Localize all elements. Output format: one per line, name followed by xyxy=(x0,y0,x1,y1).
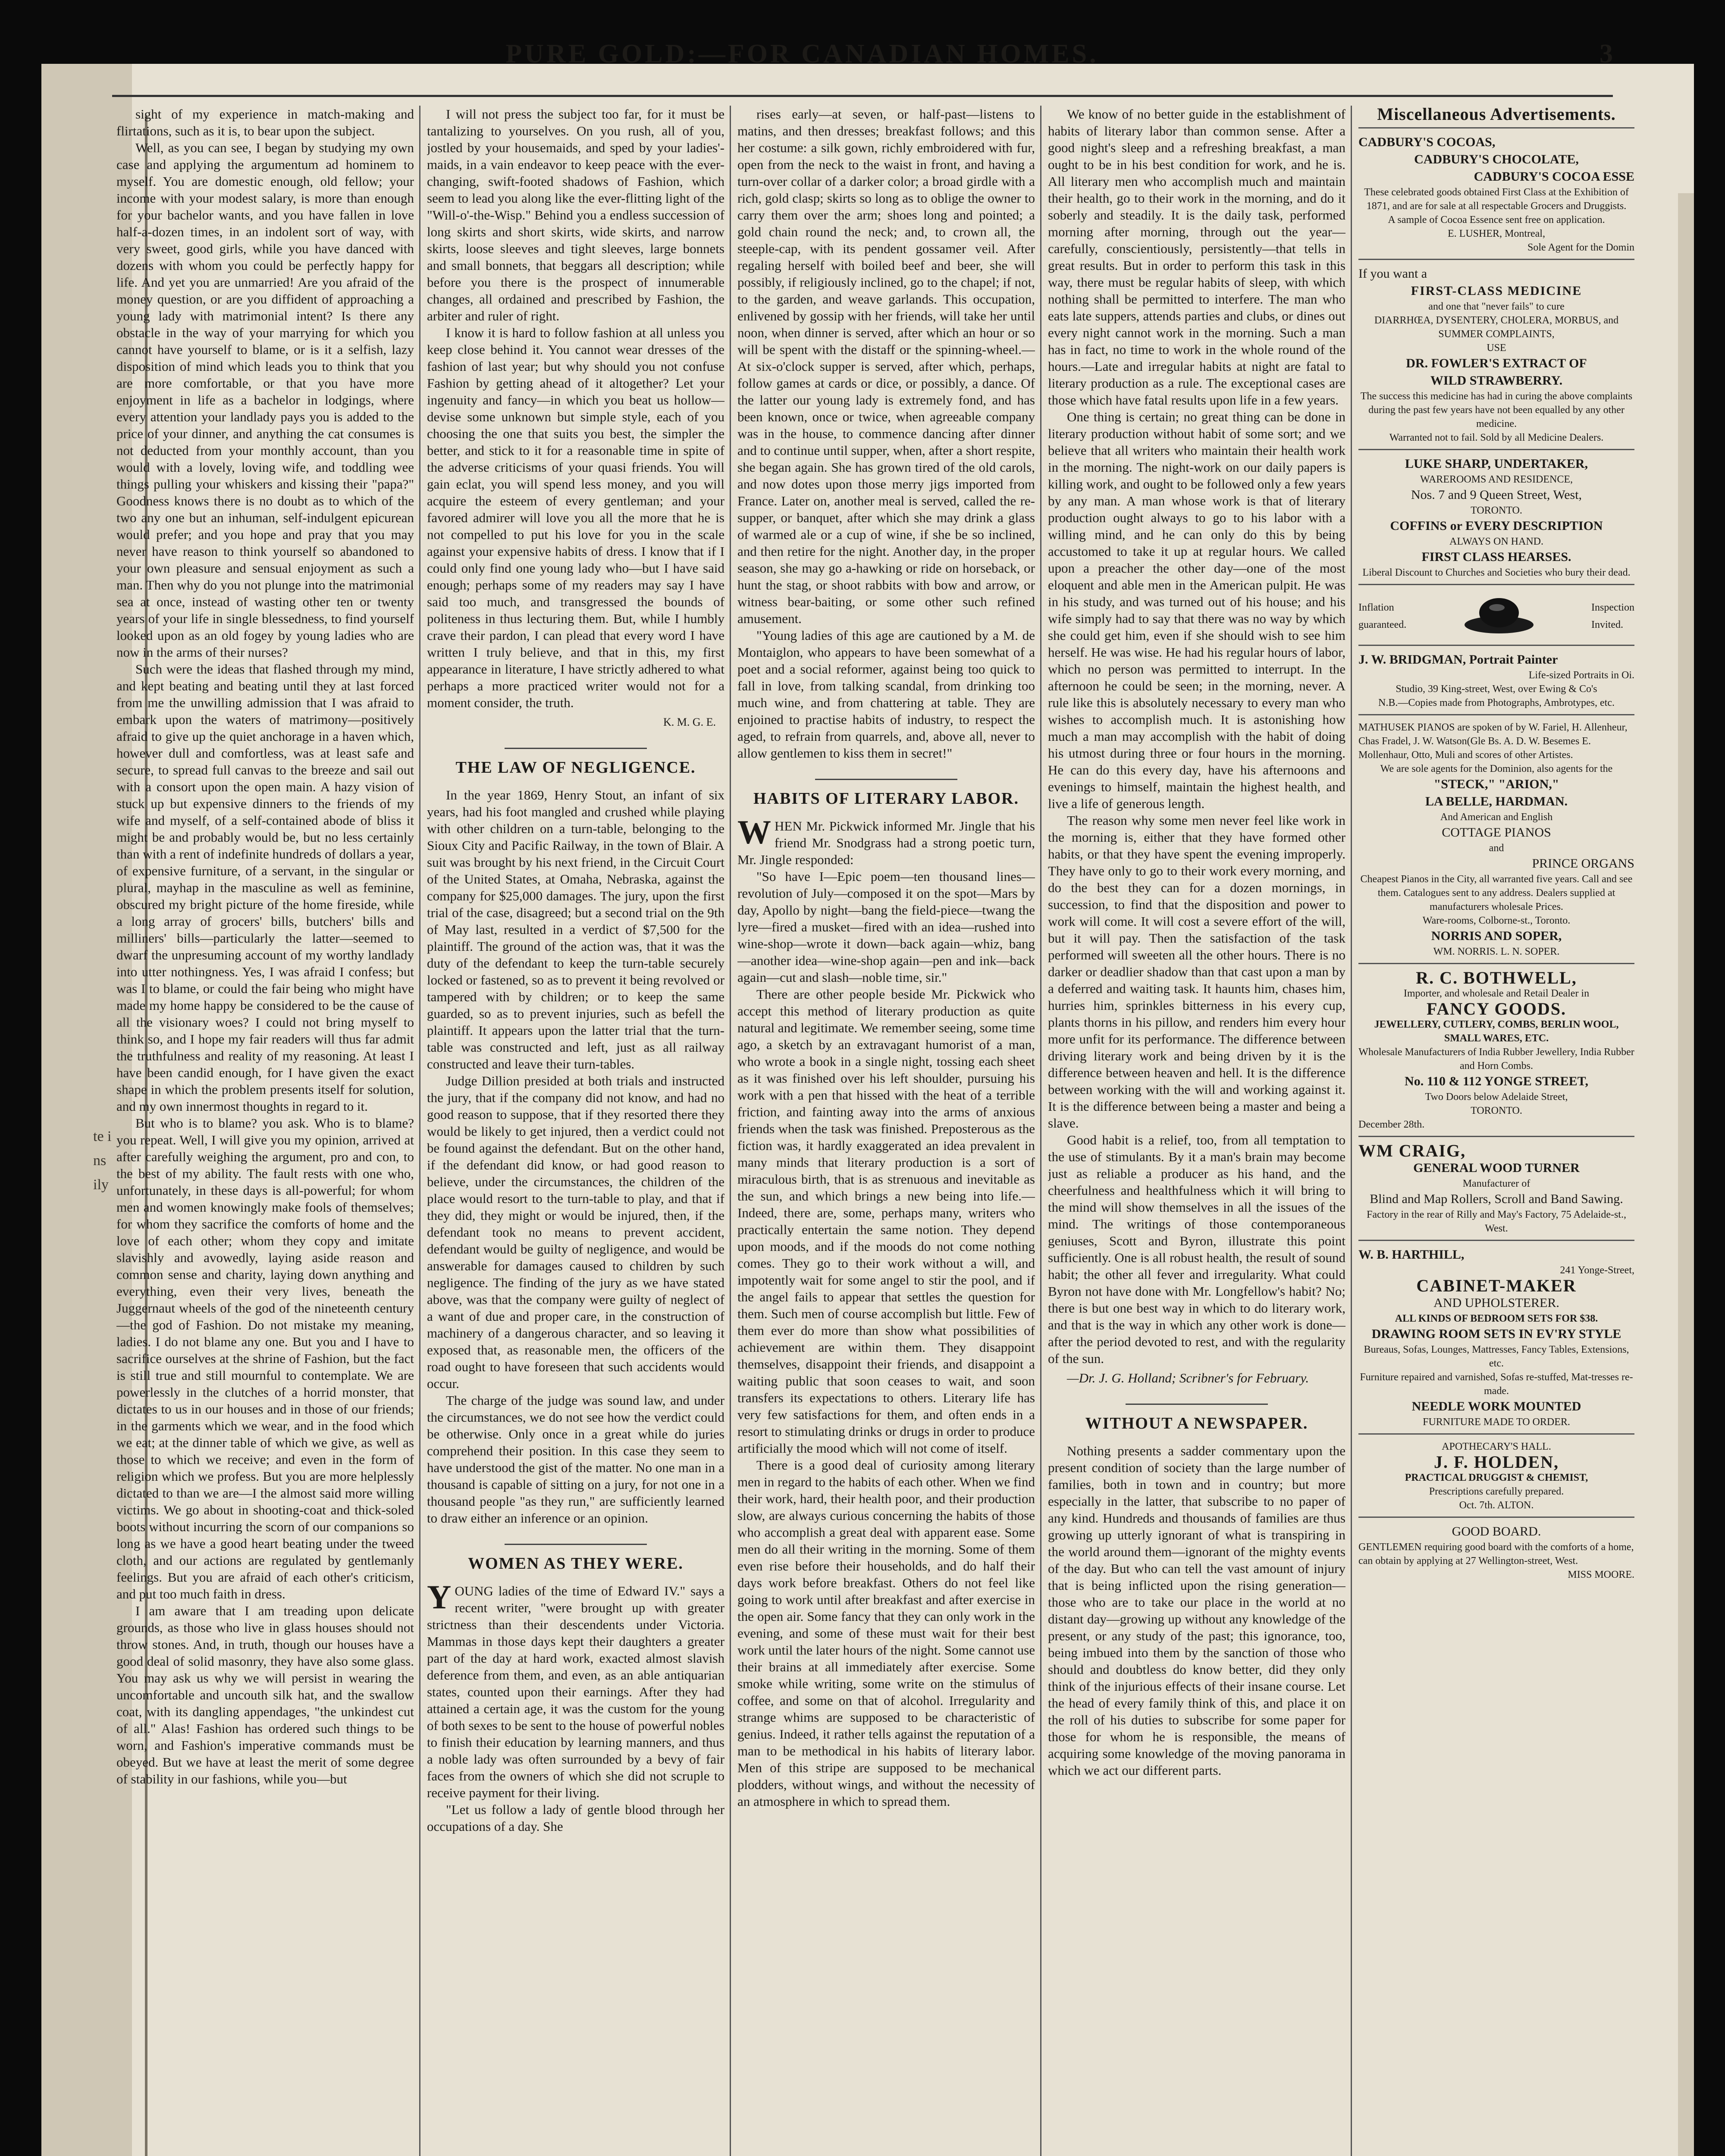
ad-good-board xyxy=(1358,1517,1634,1586)
drop-cap: Y xyxy=(427,1578,452,1616)
ad-line: R. C. BOTHWELL, xyxy=(1416,968,1577,987)
ad-line: Ware-rooms, Colborne-st., Toronto. xyxy=(1422,915,1571,926)
paragraph: The reason why some men never feel like work in the morning is, either that they have formed other habits, or that they have spent the evening improperly. They have only to go to their work every morning, and do the best they can for a dozen mornings, in succession, to find that the disposition and power to work will come. It will cost a severe effort of the will, but it will pay. Then the satisfaction of the task performed will sweeten all the other hours. There is no darker or deadlier shadow than that cast upon a man by a deferred and waiting task. It haunts him, chases him, hurries him, sprinkles bitterness in his every cup, plants thorns in his pillow, and renders him every hour more unfit for its performance. The difference between driving literary work and being driven by it is the difference between heaven and hell. It is the difference between working with the will and working against it. It is the difference between being a master and being a slave. xyxy=(1048,813,1346,1131)
ad-line: FIRST CLASS HEARSES. xyxy=(1421,550,1571,564)
ads-heading: Miscellaneous Advertisements. xyxy=(1377,106,1616,124)
ad-harthill xyxy=(1358,1240,1634,1433)
ad-line: And American and English xyxy=(1440,812,1553,823)
ad-line: COFFINS or EVERY DESCRIPTION xyxy=(1390,519,1603,533)
column-4 xyxy=(1048,106,1346,2156)
ad-line: If you want a xyxy=(1358,266,1427,281)
paragraph: rises early—at seven, or half-past—listens to matins, and then dresses; breakfast follows; and this her costume: a silk gown, richly embroidered with fur, open from the neck to the waist in front, and having a turn-over collar of a darker color; a broad girdle with a rich, gold clasp; skirts so long as to oblige the owner to carry them over the arm; shoes long and pointed; a gold chain round the neck; and, to crown all, the steeple-cap, with its pendent gossamer veil. After regaling herself with boiled beef and beer, she will possibly, if religiously inclined, go to the chapel; if not, to the garden, and weave garlands. This occupation, enlivened by gossip with her friends, will take her until noon, when dinner is served, after which an hour or so will be spent with the distaff or the spinning-wheel.—At six-o'clock supper is served, after which, perhaps, follow games at cards or dice, or possibly, a dance. Of the latter our young lady is extremely fond, and has been known, once or twice, when agreeable company was in the house, to commence dancing after dinner and to continue until supper, when, after a short respite, she began again. She has grown tired of the old carols, and now dotes upon those merry jigs imported from France. Later on, another meal is served, called the re-supper, or banquet, after which she may drink a glass of warmed ale or a cup of wine, if she be so inclined, and then retire for the night. Another day, in the proper season, she may go a-hawking or ride on horseback, or hunt the stag, or shoot rabbits with bow and arrow, or witness bear-baiting, or some other such refined amusement. xyxy=(737,107,1035,626)
paragraph: Good habit is a relief, too, from all temptation to the use of stimulants. By it a man's brain may become just as reliable a producer as his hand, and the cheerfulness and healthfulness which it will bring to the mind will show themselves in all the issues of the mind. The writings of those contemporaneous geniuses, Scott and Byron, illustrate this point sufficiently. One is all robust health, the result of sound habit; the other all fever and irregularity. What could Byron not have done with Mr. Longfellow's habit? No; there is but one best way in which to do literary work, and that is the way in which any other work is done—after the period devoted to rest, and with the regularity of the sun. xyxy=(1048,1132,1346,1366)
ad-line: WAREROOMS AND RESIDENCE, xyxy=(1420,474,1573,485)
ad-line: NEEDLE WORK MOUNTED xyxy=(1411,1399,1581,1413)
ad-line: FIRST-CLASS MEDICINE xyxy=(1411,284,1582,298)
ad-line: Inspection xyxy=(1591,602,1634,613)
ad-line: No. 110 & 112 YONGE STREET, xyxy=(1405,1074,1588,1088)
paragraph: One thing is certain; no great thing can be done in literary production without habit of some sort; and we believe that all writers who maintain their health work in the morning. The night-work on our daily papers is killing work, and ought to be followed only a few years by any man. A man whose work is that of literary production ought always to go to his labor with a willing mind, and he can only do this by being accustomed to take it up at regular hours. We called upon a preacher the other day—one of the most eloquent and able men in the American pulpit. He was in his study, and was turned out of his house; and his wife simply had to say that there was no way by which she could get him, even if she should wish to see him herself. He was wise. He had his regular hours of labor, which no person was permitted to interrupt. In the afternoon he could be seen; in the morning, never. A rule like this is absolutely necessary to every man who wishes to accomplish much. It is astonishing how much a man may accomplish with the habit of doing his utmost during three or four hours in the morning. He can do this every day, have his afternoons and evenings to himself, maintain the highest health, and live a life of generous length. xyxy=(1048,409,1346,811)
torn-edge xyxy=(1678,193,1694,2156)
ad-line: JEWELLERY, CUTLERY, COMBS, BERLIN WOOL, SMALL WARES, ETC. xyxy=(1374,1019,1619,1044)
ad-line: MATHUSEK PIANOS are spoken of by W. Fariel, H. Allenheur, Chas Fradel, J. W. Watson(Gle Bs. A. D. W. Besemes E. Mollenhaur, Otto, Muli and scores of other Artistes. xyxy=(1358,722,1628,761)
ad-line: Blind and Map Rollers, Scroll and Band Sawing. xyxy=(1370,1192,1623,1206)
ad-line: DR. FOWLER'S EXTRACT OF xyxy=(1406,356,1587,370)
column-rule xyxy=(1351,106,1352,2156)
ad-line: AND UPHOLSTERER. xyxy=(1433,1296,1559,1310)
ad-luke-sharp xyxy=(1358,449,1634,584)
paragraph: "Young ladies of this age are cautioned by a M. de Montaiglon, who appears to have been somewhat of a poet and a social reformer, against being too quick to fall in love, from talking scandal, from drinking too much wine, and from chattering at table. They are enjoined to practise habits of industry, to respect the aged, to refrain from quarrels, and, above all, never to allow gentlemen to kiss them in secret!" xyxy=(737,628,1035,761)
page-header xyxy=(112,26,1613,91)
ad-line: TORONTO. xyxy=(1471,505,1522,516)
paragraph xyxy=(737,813,1035,868)
column-3 xyxy=(737,106,1035,2156)
paragraph: But who is to blame? you ask. Who is to blame? you repeat. Well, I will give you my opinion, arrived at after carefully weighing the argument, pro and con, to the best of my ability. The fault rests with one who, unfortunately, in these days is all-powerful; for whom men and women knowingly make fools of themselves; for whom they sacrifice the comforts of home and the love of each other; whom they copy and imitate slavishly and avowedly, laying aside reason and common sense and charity, laying down anything and everything, even their very lives, beneath the Juggernaut wheels of the god of the nineteenth century—the god of Fashion. Do not mistake my meaning, ladies. I do not blame any one. But you and I have to sacrifice ourselves at the shrine of Fashion, but the fact is still true and still mournful to contemplate. We are powerlessly in the clutches of a horrid monster, that dictates to us in our houses and in those of our friends; in the garments which we wear, and in the food which we eat; at the dinner table of which we give, as well as those to which we receive; and even in the form of religion which we profess. But you are more helplessly dictated to than we are—I the almost said more willing victims. We go about in shooting-coat and thick-soled boots without incurring the scorn of our companions so long as we have a good heart beating under the tweed cloth, and our actions are regulated by gentlemanly feelings. But you are afraid of each other's criticism, and put too much faith in dress. xyxy=(116,1116,414,1601)
strip-fragment: te i ns ily xyxy=(93,1128,112,1193)
ad-line: DIARRHŒA, DYSENTERY, CHOLERA, MORBUS, and SUMMER COMPLAINTS, xyxy=(1374,315,1619,340)
column-rule xyxy=(419,106,420,2156)
ad-bothwell xyxy=(1358,963,1634,1136)
author-signature: K. M. G. E. xyxy=(663,716,716,728)
ad-line: The success this medicine has had in curing the above complaints during the past few years have not been equalled by any other medicine. xyxy=(1360,391,1633,429)
ad-line: Warranted not to fail. Sold by all Medicine Dealers. xyxy=(1389,432,1604,443)
ad-line: WM. NORRIS. L. N. SOPER. xyxy=(1433,946,1560,957)
ad-bridgman xyxy=(1358,645,1634,714)
ad-line: J. W. BRIDGMAN, Portrait Painter xyxy=(1358,652,1558,667)
paragraph: "So have I—Epic poem—ten thousand lines—revolution of July—composed it on the spot—Mars by day, Apollo by night—bang the field-piece—twang the lyre—fired a musket—fired with an idea—rushed into wine-shop—wrote it down—back again—whiz, bang—another idea—wine-shop again—pen and ink—back again—cut and slash—noble time, sir." xyxy=(737,869,1035,985)
hat-icon xyxy=(1462,594,1536,637)
divider xyxy=(505,748,647,749)
ad-line: Cheapest Pianos in the City, all warranted five years. Call and see them. Catalogues sent to any address. Dealers supplied at manufacturers wholesale Prices. xyxy=(1360,874,1633,912)
paragraph: We know of no better guide in the establishment of habits of literary labor than common sense. After a good night's sleep and a refreshing breakfast, a man ought to be in his best condition for work, and he is. All literary men who accomplish much and maintain their health, go to their work in the morning, and do it soberly and steadily. It is the daily task, performed morning after morning, through out the year—carefully, conscientiously, persistently—that tells in great results. But in order to perform this task in this way, there must be regular habits of sleep, with which nothing shall be permitted to interfere. The man who eats late suppers, attends parties and clubs, or dines out every night cannot work in the morning. Such a man has in fact, no time to work in the whole round of the hours.—Late and irregular habits at night are fatal to literary production as a rule. The exceptional cases are those which have fatal results upon life in a few years. xyxy=(1048,107,1346,407)
ad-hat xyxy=(1358,584,1634,645)
ad-line: CADBURY'S CHOCOLATE, xyxy=(1414,152,1579,166)
ad-line: We are sole agents for the Dominion, also agents for the xyxy=(1380,763,1613,774)
paragraph: Well, as you can see, I began by studying my own case and applying the argumentum ad hominem to myself. You are domestic enough, old fellow; your income with your modest salary, is more than enough for your bachelor wants, and you have fallen in love half-a-dozen times, in an indolent sort of way, with very sweet, good girls, while you have danced with dozens with whom you could be perfectly happy for life. And yet you are unmarried! Are you afraid of the money question, or are you diffident of approaching a young lady with matrimonial intent? Is there any obstacle in the way of your marrying for which you cannot have yourself to blame, or is it a selfish, lazy disposition of mind which leads you to think that you are more comfortable, or that you have more enjoyment in life as a bachelor in lodgings, where every attention your landlady pays you is added to the price of your dinner, and anything the cat consumes is not deducted from your monthly account, than you would with a lovely, loving wife, and toddling wee things pulling your whiskers and kissing their "papa?" Goodness knows there is no doubt as to which of the two any one but an inhuman, self-indulgent epicurean would prefer; and you hope and pray that you may never have reason to think yourself so abandoned to your own pleasure and sensual enjoyment as such a man. Then why do you not plunge into the matrimonial sea at once, instead of wasting other ten or twenty years of your life in single blessedness, to find yourself looked upon as an old fogey by young ladies who are now in the arms of their nurses? xyxy=(116,140,414,660)
ad-line: WILD STRAWBERRY. xyxy=(1430,373,1563,388)
header-rule xyxy=(112,95,1613,97)
heading-women-as-they-were: WOMEN AS THEY WERE. xyxy=(468,1554,684,1573)
ad-line: December 28th. xyxy=(1358,1119,1425,1130)
divider xyxy=(1126,1404,1268,1405)
page-number: 3 xyxy=(1600,39,1613,69)
hat-row xyxy=(1358,594,1634,637)
ad-line: Factory in the rear of Rilly and May's Factory, 75 Adelaide-st., West. xyxy=(1367,1209,1626,1234)
paragraph-text: OUNG ladies of the time of Edward IV." says a recent writer, "were brought up with greater strictness than their descendents under Victoria. Mammas in those days kept their daughters a greater part of the day at hard work, exacted almost slavish deference from them, and even, as an able antiquarian states, counted upon their earnings. After they had attained a certain age, it was the custom for the young of both sexes to be sent to the house of powerful nobles to finish their education by learning manners, and thus a noble lady was often surrounded by a bevy of fair faces from the owners of which she did not scruple to receive payment for their living. xyxy=(427,1583,724,1800)
ad-line: CABINET-MAKER xyxy=(1416,1276,1577,1295)
ad-pianos xyxy=(1358,714,1634,963)
hat-caption-right xyxy=(1591,598,1634,633)
advertisements-column xyxy=(1358,106,1634,2156)
paragraph: Nothing presents a sadder commentary upon the present condition of society than the large number of families, both in town and in country; but more especially in the latter, that subscribe to no paper of any kind. Hundreds and thousands of families are thus growing up utterly ignorant of what is transpiring in the world around them—ignorant of the mighty events of the day. But who can tell the vast amount of injury that is being inflicted upon the rising generation—those who are to take our place in the world at no distant day—growing up without any knowledge of the present, or any study of the past; this ignorance, too, being imbued into them by the sanction of those who should and doubtless do know better, did they only think of the injurious effects of their insane course. Let the head of every family think of this, and place it on the roll of his duties to subscribe for some paper for those for whom he is responsible, the means of acquiring some knowledge of the moving panorama in which we act our different parts. xyxy=(1048,1443,1346,1778)
heading-law-of-negligence: THE LAW OF NEGLIGENCE. xyxy=(455,758,696,777)
ad-line: Manufacturer of xyxy=(1462,1178,1531,1189)
paragraph: In the year 1869, Henry Stout, an infant of six years, had his foot mangled and crushed while playing with other children on a turn-table, belonging to the Sioux City and Pacific Railway, in the town of Blair. A suit was brought by his next friend, in the Circuit Court of the United States, at Omaha, Nebraska, against the company for $25,000 damages. The jury, upon the first trial of the case, disagreed; but a second trial on the 9th of May last, resulted in a verdict of $7,500 for the plaintiff. The ground of the action was, that it was the duty of the defendant to keep the turn-table securely locked or fastened, so as to prevent it being revolved or tampered with by children; or to keep the same guarded, so as to prevent injuries, such as befell the plaintiff. It appears upon the latter trial that the turn-table was constructed and left, just as all railway constructed and leave their turn-tables. xyxy=(427,787,724,1072)
heading-without-a-newspaper: WITHOUT A NEWSPAPER. xyxy=(1085,1414,1308,1432)
ad-craig xyxy=(1358,1136,1634,1240)
paragraph: There are other people beside Mr. Pickwick who accept this method of literary production as quite natural and legitimate. We remember seeing, some time ago, a sketch by an extravagant humorist of a man, who wrote a book in a single night, tossing each sheet as it was finished over his left shoulder, pursuing his work with a pen that hissed with the heat of a terrible friction, and fainting away into the arms of anxious friends when the task was finished. Preposterous as the fiction was, it hardly exaggerated an idea prevalent in many minds that literary production is a sort of miraculous birth, that is as strenuous and inevitable as the sun, and which brings a new being into life.—Indeed, there are, some, perhaps many, writers who practically entertain the same notion. They depend upon moods, and if the moods do not come nothing comes. They go to their work without a will, and impotently wait for some angel to stir the pool, and if the angel fails to appear that settles the question for them. Such men of course accomplish but little. Few of them ever do more than show what possibilities of achievement are within them. They disappoint themselves, disappoint their friends, and disappoint a waiting public that soon ceases to wait, and soon transfers its expectations to others. Literary life has very few satisfactions for them, and often ends in a resort to stimulating drinks or drugs in order to produce artificially the mood which will not come of itself. xyxy=(737,987,1035,1456)
ad-line: and xyxy=(1489,843,1504,854)
ad-line: GENERAL WOOD TURNER xyxy=(1413,1161,1580,1175)
paragraph: There is a good deal of curiosity among literary men in regard to the habits of each other. When we find their work, hard, their health poor, and their production slow, are always curious concerning the habits of those who accomplish a great deal with apparent ease. Some men do all their writing in the morning. Some of them even rise before their households, and do half their days work before breakfast. Others do not feel like going to work until after breakfast and after exercise in the open air. Some fancy that they can only work in the evening, and some of these must wait for their best work until the later hours of the night. Some cannot use their brains at all immediately after exercise. Some smoke while writing, some write on the stimulus of coffee, and some on that of alcohol. Irregularity and strange whims are supposed to be characteristic of genius. Indeed, it rather tells against the reputation of a man to be methodical in his habits of literary labor. Men of this stripe are supposed to be mechanical plodders, without wings, and without the necessity of an atmosphere in which to spread them. xyxy=(737,1457,1035,1809)
article-credit: —Dr. J. G. Holland; Scribner's for February. xyxy=(1067,1370,1309,1385)
ad-line: W. B. HARTHILL, xyxy=(1358,1247,1465,1262)
ad-line: Bureaus, Sofas, Lounges, Mattresses, Fancy Tables, Extensions, etc. xyxy=(1364,1344,1629,1369)
ad-line: Liberal Discount to Churches and Societies who bury their dead. xyxy=(1362,567,1631,578)
ad-line: CADBURY'S COCOAS, xyxy=(1358,135,1496,149)
paragraph-text: HEN Mr. Pickwick informed Mr. Jingle that his friend Mr. Snodgrass had a strong poetic turn, Mr. Jingle responded: xyxy=(737,818,1035,867)
ad-line: guaranteed. xyxy=(1358,619,1407,630)
ad-fowlers-extract xyxy=(1358,259,1634,449)
ad-line: Inflation xyxy=(1358,602,1394,613)
ad-line: PRINCE ORGANS xyxy=(1532,856,1634,871)
ad-line: GOOD BOARD. xyxy=(1452,1524,1541,1539)
ad-line: Studio, 39 King-street, West, over Ewing & Co's xyxy=(1396,683,1597,695)
ad-line: Sole Agent for the Domin xyxy=(1527,242,1634,253)
ad-line: FANCY GOODS. xyxy=(1427,999,1566,1018)
ad-line: COTTAGE PIANOS xyxy=(1442,825,1551,840)
ad-line: Wholesale Manufacturers of India Rubber Jewellery, India Rubber and Horn Combs. xyxy=(1358,1047,1634,1072)
column-2 xyxy=(427,106,724,2156)
ad-line: ALL KINDS OF BEDROOM SETS FOR $38. xyxy=(1395,1313,1598,1324)
paragraph xyxy=(427,1578,724,1801)
divider xyxy=(505,1544,647,1545)
ad-line: ALWAYS ON HAND. xyxy=(1449,536,1543,547)
ad-holden xyxy=(1358,1433,1634,1517)
paragraph: sight of my experience in match-making and flirtations, such as it is, to bear upon the subject. xyxy=(116,107,414,138)
divider xyxy=(815,779,957,780)
ad-line: LA BELLE, HARDMAN. xyxy=(1425,794,1568,808)
column-rule xyxy=(730,106,731,2156)
column-rule xyxy=(1040,106,1041,2156)
ad-line: Life-sized Portraits in Oi. xyxy=(1528,670,1634,681)
page-title: PURE GOLD:—FOR CANADIAN HOMES. xyxy=(505,39,1099,69)
hat-caption-left xyxy=(1358,598,1406,633)
ad-line: Prescriptions carefully prepared. xyxy=(1429,1486,1564,1497)
column-1 xyxy=(116,106,414,2156)
ad-line: Oct. 7th. ALTON. xyxy=(1459,1500,1534,1511)
ad-line: PRACTICAL DRUGGIST & CHEMIST, xyxy=(1405,1472,1588,1483)
ad-line: GENTLEMEN requiring good board with the comforts of a home, can obtain by applying at 27 Wellington-street, West. xyxy=(1358,1542,1634,1567)
ad-line: NORRIS AND SOPER, xyxy=(1431,929,1562,943)
paragraph: The charge of the judge was sound law, and under the circumstances, we do not see how the verdict could be otherwise. Only once in a great while do juries comprehend their position. In this case they seem to have understood the gist of the matter. No one man in a thousand is capable of sitting on a jury, for not one in a thousand people "as they run," are sufficiently learned to draw either an inference or an opinion. xyxy=(427,1393,724,1526)
paragraph: Judge Dillion presided at both trials and instructed the jury, that if the company did not know, and had no good reason to suppose, that if they resorted there they would be likely to get injured, then a verdict could not be found against the defendant. But on the other hand, if the defendant did know, or had good reason to believe, under the circumstances, the children of the place would resort to the turn-table to play, and that if they did, they might or would be injured, then, if the defendant took no means to prevent accident, defendant would be guilty of negligence, and would be answerable for damages caused to children by such negligence. The finding of the jury as we have stated above, was that the company were guilty of neglect of a want of due and proper care, in the construction of machinery of a dangerous character, and so leaving it exposed that, as reasonable men, the officers of the road ought to have foreseen that such accidents would occur. xyxy=(427,1073,724,1391)
ad-line: 241 Yonge-Street, xyxy=(1560,1265,1634,1276)
ad-line: Invited. xyxy=(1591,619,1623,630)
drop-cap: W xyxy=(737,813,771,851)
paragraph: "Let us follow a lady of gentle blood through her occupations of a day. She xyxy=(427,1802,724,1834)
ad-line: "STECK," "ARION," xyxy=(1433,777,1559,791)
ad-line: and one that "never fails" to cure xyxy=(1428,301,1565,312)
ad-line: WM CRAIG, xyxy=(1358,1141,1466,1160)
ad-line: MISS MOORE. xyxy=(1568,1569,1634,1580)
ad-line: Two Doors below Adelaide Street, xyxy=(1425,1091,1568,1103)
ad-line: LUKE SHARP, UNDERTAKER, xyxy=(1405,457,1588,471)
ad-line: N.B.—Copies made from Photographs, Ambrotypes, etc. xyxy=(1378,697,1615,708)
paragraph: I am aware that I am treading upon delicate grounds, as those who live in glass houses should not throw stones. And, in truth, though our houses have a good deal of solid masonry, they have also some glass. You may ask us why we will persist in wearing the uncomfortable and uncouth silk hat, and the swallow coat, with its dangling appendages, "the unkindest cut of all." Alas! Fashion has ordered such things to be worn, and Fashion's imperative commands must be obeyed. But we have at least the merit of some degree of stability in our fashions, while you—but xyxy=(116,1603,414,1786)
ad-line: USE xyxy=(1487,342,1506,354)
ad-line: E. LUSHER, Montreal, xyxy=(1448,228,1545,239)
ad-line: APOTHECARY'S HALL. xyxy=(1442,1441,1551,1452)
ad-line: A sample of Cocoa Essence sent free on application. xyxy=(1388,214,1605,226)
ad-line: Importer, and wholesale and Retail Dealer in xyxy=(1403,988,1590,999)
ad-line: FURNITURE MADE TO ORDER. xyxy=(1423,1416,1570,1428)
ad-line: DRAWING ROOM SETS IN EV'RY STYLE xyxy=(1371,1327,1622,1341)
ad-line: These celebrated goods obtained First Class at the Exhibition of 1871, and are for sale at all respectable Grocers and Druggists. xyxy=(1364,187,1629,212)
ad-line: CADBURY'S COCOA ESSE xyxy=(1474,169,1634,184)
paragraph: I will not press the subject too far, for it must be tantalizing to yourselves. On you rush, all of you, jostled by your housemaids, and sped by your ladies'-maids, in a vain endeavor to keep peace with the ever-changing, swift-footed shadows of Fashion, which seem to lead you along like the ever-flitting light of the "Will-o'-the-Wisp." Behind you a endless succession of long skirts and short skirts, wide skirts, and narrow skirts, loose sleeves and tight sleeves, large bonnets and small bonnets, that beggars all description; while before you there is the prospect of innumerable changes, all ordained and prescribed by Fashion, the arbiter and ruler of right. xyxy=(427,107,724,323)
heading-habits-of-literary-labor: HABITS OF LITERARY LABOR. xyxy=(753,790,1019,808)
paragraph: I know it is hard to follow fashion at all unless you keep close behind it. You cannot wear dresses of the fashion of last year; but why should you not confuse Fashion by getting ahead of it altogether? Let your ingenuity and fancy—in which you beat us hollow—devise some unknown but simple style, each of you choosing the one that suits you best, the simpler the better, and stick to it for a reasonable time in spite of the adverse criticisms of your quasi friends. You will gain eclat, you will spend less money, and you will acquire the esteem of every gentleman; and your favored admirer will love you all the more that he is not compelled to put his love for you in the scale against your expensive habits of dress. I know that if I could only find one young lady who—but I have said enough; perhaps some of my readers may say I have said too much, and transgressed the bounds of politeness in thus lecturing them. But, while I humbly crave their pardon, I can plead that every word I have written I truly believe, and that in this, my first appearance in literature, I have strictly adhered to what perhaps a more practiced writer would not for a moment consider, the truth. xyxy=(427,325,724,710)
ad-cadbury xyxy=(1358,127,1634,259)
ad-line: Nos. 7 and 9 Queen Street, West, xyxy=(1411,488,1582,502)
ad-line: TORONTO. xyxy=(1471,1105,1522,1116)
ad-line: J. F. HOLDEN, xyxy=(1433,1452,1559,1472)
paragraph: Such were the ideas that flashed through my mind, and kept beating and beating until they at last forced from me the unwilling admission that I was afraid to embark upon the waters of matrimony—positively afraid to give up the quiet anchorage in a haven which, however dull and comfortless, was at least safe and secure, to spread full canvas to the breeze and sail out with a consort upon the open main. A hazy vision of stuck up but expensive dinners to the friends of my wife and myself, of a self-contained abode of bliss it might be and probably would be, but no less certainly than with a rent of indefinite hundreds of dollars a year, of expensive furniture, of a servant, in the singular or plural, mayhap in the masculine as well as feminine, obscured my bright picture of the home fireside, while a long array of grocers' bills, butchers' bills and milliners' bills—particularly the latter—seemed to dwarf the unpresuming account of my worthy landlady into utter nothingness. Yes, I was afraid I confess; but was I to blame, or could the fair being who might have made my home happy be considered to be the cause of all the visionary woes? I could not bring myself to think so, and I hope my fair readers will thus far admit the truthfulness and reality of my reasoning. At least I have been candid enough, for I have given the exact shape in which the problem presents itself for solution, and my own innermost thoughts in regard to it. xyxy=(116,661,414,1114)
ad-line: Furniture repaired and varnished, Sofas re-stuffed, Mat-tresses re-made. xyxy=(1360,1372,1633,1397)
